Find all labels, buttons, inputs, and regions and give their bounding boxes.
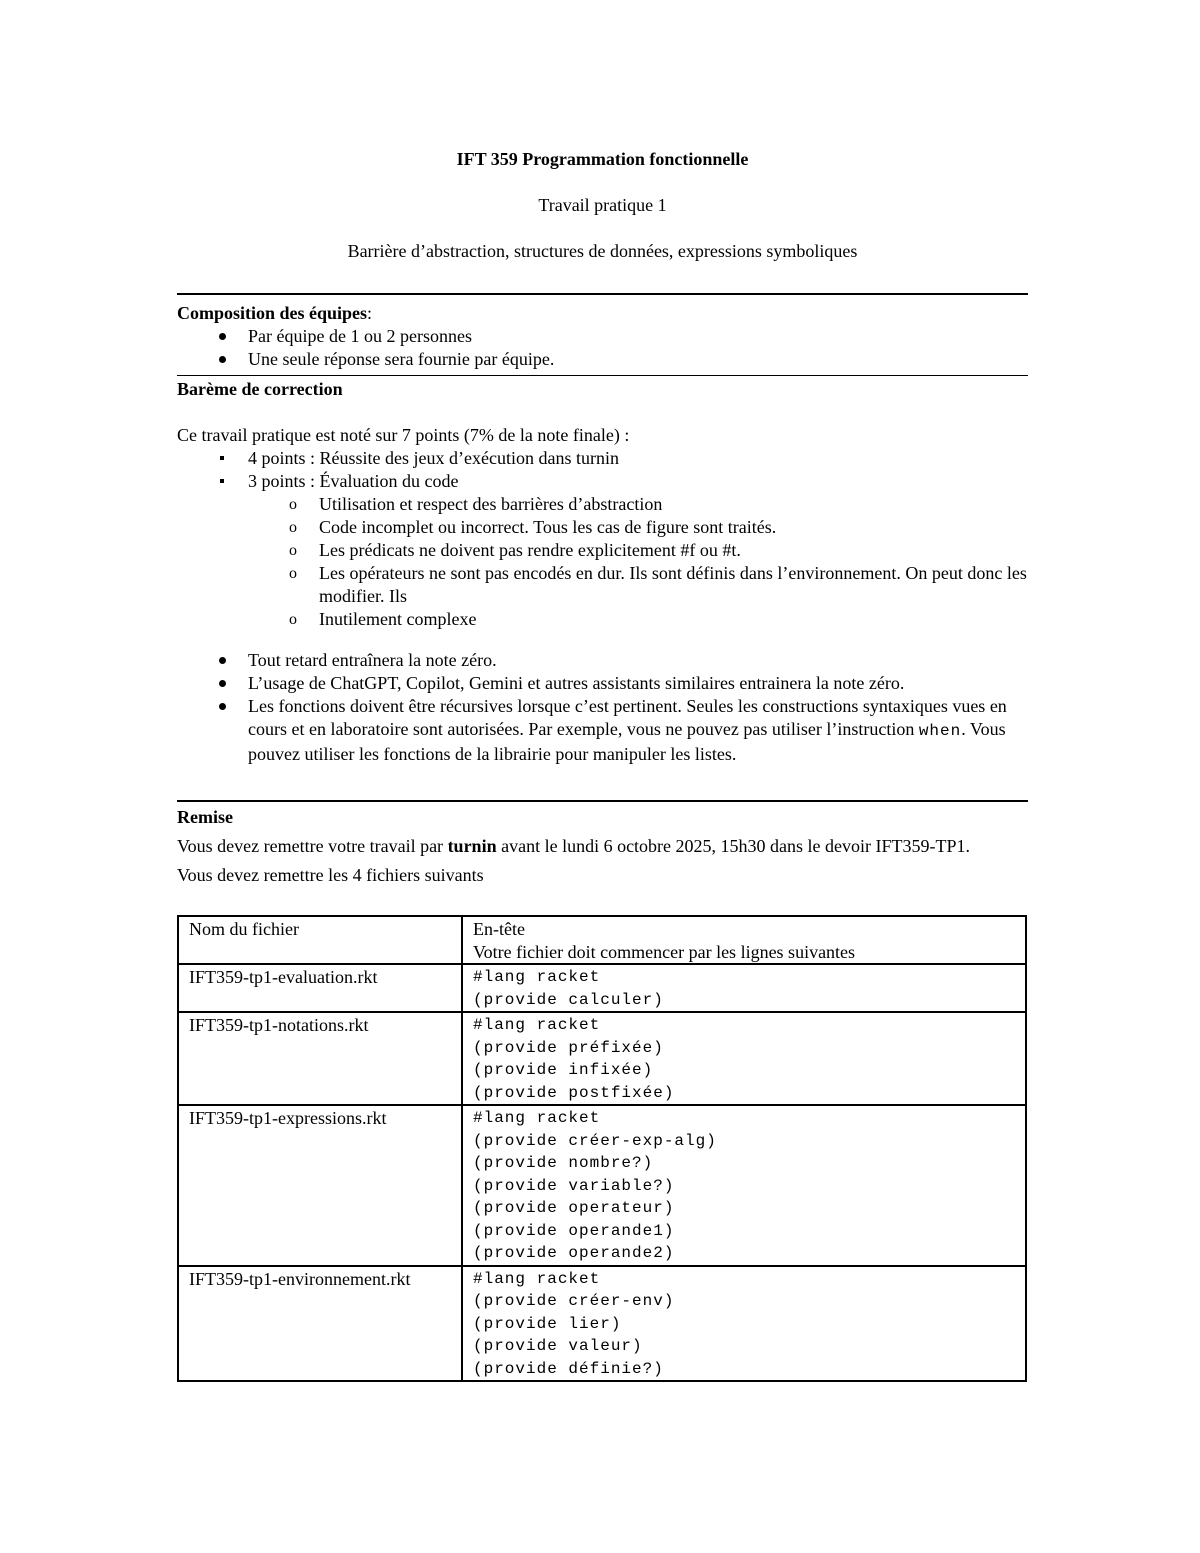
file-name-cell: IFT359-tp1-expressions.rkt bbox=[178, 1105, 462, 1266]
files-table bbox=[177, 915, 1027, 1382]
list-item: Tout retard entraînera la note zéro. bbox=[177, 649, 1028, 672]
document-subtitle: Travail pratique 1 bbox=[538, 195, 667, 215]
list-item: o Les prédicats ne doivent pas rendre explicitement #f ou #t. bbox=[177, 539, 1028, 562]
bullet-icon bbox=[212, 695, 232, 718]
section-divider bbox=[177, 293, 1028, 295]
points-list bbox=[177, 447, 1028, 493]
composition-heading: Composition des équipes bbox=[177, 303, 368, 323]
circle-bullet-icon: o bbox=[289, 565, 297, 582]
table-header-row bbox=[178, 916, 1026, 964]
document-topic: Barrière d’abstraction, structures de données, expressions symboliques bbox=[347, 241, 858, 261]
bullet-icon bbox=[212, 325, 232, 348]
circle-bullet-icon: o bbox=[289, 542, 297, 559]
composition-list bbox=[177, 325, 1028, 371]
document-title: IFT 359 Programmation fonctionnelle bbox=[456, 149, 749, 169]
composition-heading-suffix: : bbox=[367, 303, 373, 323]
table-row bbox=[178, 964, 1026, 1012]
header-lines-cell: #lang racket (provide créer-env) (provide lier) (provide valeur) (provide définie?) bbox=[462, 1266, 1026, 1382]
square-bullet-icon bbox=[212, 470, 232, 493]
list-item: 3 points : Évaluation du code bbox=[177, 470, 1028, 493]
code-keyword: when bbox=[918, 722, 962, 740]
bullet-icon bbox=[212, 649, 232, 672]
remise-heading: Remise bbox=[177, 807, 233, 827]
list-item: o Code incomplet ou incorrect. Tous les cas de figure sont traités. bbox=[177, 516, 1028, 539]
section-divider bbox=[177, 800, 1028, 802]
table-row bbox=[178, 1012, 1026, 1105]
list-item: 4 points : Réussite des jeux d’exécution dans turnin bbox=[177, 447, 1028, 470]
bullet-icon bbox=[212, 672, 232, 695]
square-bullet-icon bbox=[212, 447, 232, 470]
remise-files-intro: Vous devez remettre les 4 fichiers suivants bbox=[177, 865, 484, 885]
file-name-cell: IFT359-tp1-notations.rkt bbox=[178, 1012, 462, 1105]
criteria-list bbox=[177, 493, 1028, 631]
list-item: o Utilisation et respect des barrières d’abstraction bbox=[177, 493, 1028, 516]
list-item: Une seule réponse sera fournie par équipe. bbox=[177, 348, 1028, 371]
bareme-heading: Barème de correction bbox=[177, 379, 343, 399]
list-item: L’usage de ChatGPT, Copilot, Gemini et autres assistants similaires entrainera la note zéro. bbox=[177, 672, 1028, 695]
header-lines-cell: #lang racket (provide préfixée) (provide infixée) (provide postfixée) bbox=[462, 1012, 1026, 1105]
table-header-cell: En-tête Votre fichier doit commencer par les lignes suivantes bbox=[462, 916, 1026, 964]
circle-bullet-icon: o bbox=[289, 496, 297, 513]
list-item: o Inutilement complexe bbox=[177, 608, 1028, 631]
remise-instructions: Vous devez remettre votre travail par turnin avant le lundi 6 octobre 2025, 15h30 dans le devoir IFT359-TP1. bbox=[177, 836, 971, 856]
file-name-cell: IFT359-tp1-evaluation.rkt bbox=[178, 964, 462, 1012]
table-row bbox=[178, 1105, 1026, 1266]
circle-bullet-icon: o bbox=[289, 519, 297, 536]
list-item: Les fonctions doivent être récursives lorsque c’est pertinent. Seules les constructions syntaxiques vues en cours et en laboratoire sont autorisées. Par exemple, vous ne pouvez pas utiliser l’instruction when. Vous pouvez utiliser les fonctions de la librairie pour manipuler les listes. bbox=[177, 695, 1028, 766]
header-lines-cell: #lang racket (provide créer-exp-alg) (provide nombre?) (provide variable?) (provide operateur) (provide operande1) (provide operande2) bbox=[462, 1105, 1026, 1266]
table-header-cell: Nom du fichier bbox=[178, 916, 462, 964]
document-page bbox=[177, 148, 1028, 1382]
bareme-intro: Ce travail pratique est noté sur 7 points (7% de la note finale) : bbox=[177, 425, 630, 445]
table-row bbox=[178, 1266, 1026, 1382]
list-item: Par équipe de 1 ou 2 personnes bbox=[177, 325, 1028, 348]
header-lines-cell: #lang racket (provide calculer) bbox=[462, 964, 1026, 1012]
circle-bullet-icon: o bbox=[289, 611, 297, 628]
list-item: o Les opérateurs ne sont pas encodés en dur. Ils sont définis dans l’environnement. On peut donc les modifier. Ils bbox=[177, 562, 1028, 608]
rules-list bbox=[177, 649, 1028, 766]
bullet-icon bbox=[212, 348, 232, 371]
file-name-cell: IFT359-tp1-environnement.rkt bbox=[178, 1266, 462, 1382]
composition-section bbox=[177, 302, 1028, 325]
section-divider bbox=[177, 375, 1028, 376]
